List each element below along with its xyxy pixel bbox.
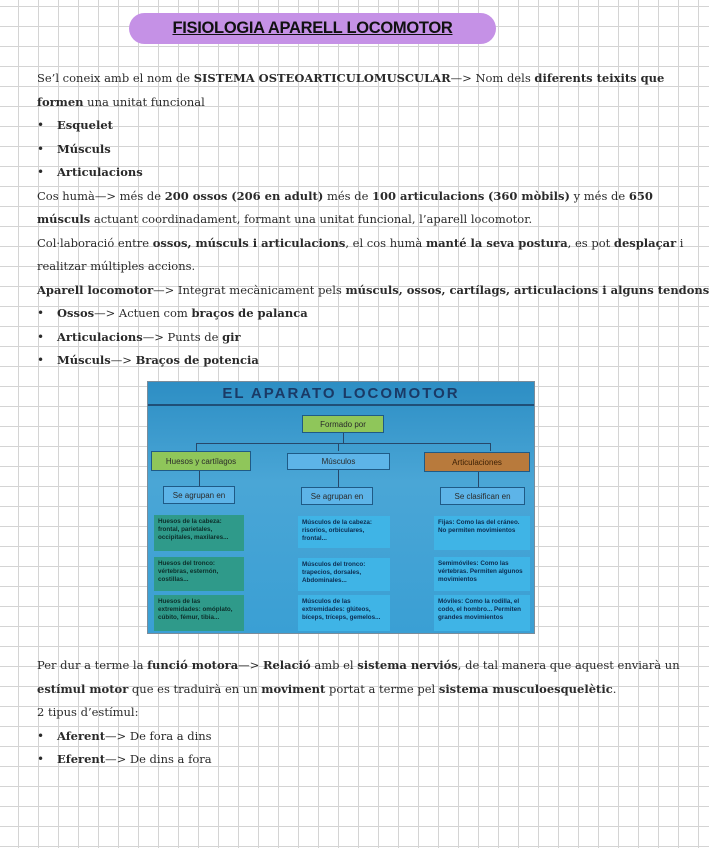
text: Esquelet — [57, 118, 113, 132]
text: Eferent — [57, 752, 106, 766]
text: Aparell locomotor — [37, 282, 154, 297]
list-item — [37, 725, 637, 749]
motor-line-1 — [37, 654, 680, 678]
text: —> — [105, 752, 130, 766]
col3-sub: Se clasifican en — [440, 487, 525, 505]
col3-leaf: Semimóviles: Como las vértebras. Permiten algunos movimientos — [434, 557, 530, 591]
locomotor-diagram-image — [147, 381, 535, 634]
text: De fora a dins — [129, 728, 212, 743]
col1-leaf: Huesos de la cabeza: frontal, parietales, occipitales, maxilares... — [154, 515, 244, 551]
divider — [148, 404, 534, 406]
connector — [199, 471, 200, 486]
col2-leaf: Músculos de la cabeza: risorios, orbiculares, frontal... — [298, 516, 390, 548]
text: formen — [37, 94, 84, 109]
text: braços de palanca — [191, 306, 308, 320]
text: —> — [110, 353, 136, 367]
list-item — [37, 161, 637, 185]
text: —> Nom dels — [450, 71, 535, 85]
text: funció motora — [147, 658, 239, 672]
intro-line-2 — [37, 91, 637, 115]
text: Se’l coneix amb el nom de — [37, 71, 194, 85]
text: músculs — [37, 212, 91, 226]
text: ossos, músculs i articulacions — [152, 235, 346, 250]
notes-body-lower — [37, 654, 680, 772]
aparell-line — [37, 279, 709, 303]
connector — [478, 472, 479, 487]
list-item — [37, 326, 637, 350]
text: 2 tipus d’estímul: — [37, 705, 139, 719]
intro-line-1 — [37, 67, 665, 91]
text: —> Integrat mecànicament pels — [153, 282, 346, 297]
col1-head: Huesos y cartílagos — [151, 451, 251, 471]
text: realitzar múltiples accions. — [37, 259, 196, 273]
text: moviment — [261, 681, 326, 696]
text: , es pot — [567, 235, 614, 250]
text: (206 en adult) — [231, 188, 324, 203]
bullet-icon: • — [37, 728, 45, 743]
notes-body — [37, 67, 709, 373]
bullet-icon: • — [37, 118, 45, 132]
col2-sub: Se agrupan en — [301, 487, 373, 505]
col2-leaf: Músculos de las extremidades: glúteos, bíceps, tríceps, gemelos... — [298, 595, 390, 631]
text: estímul motor — [37, 681, 129, 696]
text: SISTEMA OSTEOARTICULOMUSCULAR — [193, 71, 451, 85]
col2-head: Músculos — [287, 453, 390, 470]
text: desplaçar — [613, 235, 677, 250]
col3-leaf: Móviles: Como la rodilla, el codo, el hombro... Permiten grandes movimientos — [434, 595, 530, 631]
text: Col·laboració entre — [37, 235, 153, 250]
text: diferents teixits que — [534, 71, 665, 85]
text: 650 — [628, 188, 653, 203]
connector — [490, 443, 491, 451]
text: més de — [323, 188, 373, 203]
list-item — [37, 349, 637, 373]
col3-head: Articulaciones — [424, 452, 530, 472]
connector — [196, 443, 197, 451]
text: amb el — [310, 658, 358, 672]
text: , el cos humà — [345, 235, 426, 250]
collab-line-1 — [37, 232, 684, 256]
text: . — [612, 681, 617, 696]
text: manté la seva postura — [425, 235, 568, 250]
text: Ossos — [57, 306, 95, 320]
col1-leaf: Huesos del tronco: vértebras, esternón, costillas... — [154, 557, 244, 591]
bullet-icon: • — [37, 306, 45, 320]
text: portat a terme pel — [325, 681, 439, 696]
stats-line-2 — [37, 208, 637, 232]
stimulus-intro — [37, 701, 637, 725]
connector — [343, 433, 344, 443]
text: Músculs — [57, 353, 111, 367]
collab-line-2 — [37, 255, 637, 279]
text: —> Actuen com — [94, 306, 192, 320]
list-item — [37, 114, 637, 138]
bullet-icon: • — [37, 752, 45, 766]
root-box: Formado por — [302, 415, 384, 433]
text: , de tal manera que aquest enviarà un — [457, 658, 680, 672]
text: Cos humà—> més de — [37, 188, 165, 203]
text: —> — [238, 658, 263, 672]
text: y més de — [569, 188, 629, 203]
text: actuant coordinadament, formant una unitat funcional, l’aparell locomotor. — [90, 212, 533, 226]
connector — [338, 443, 339, 451]
text: Braços de potencia — [135, 353, 259, 367]
text: 100 articulacions — [372, 188, 485, 203]
text: Articulacions — [57, 329, 143, 344]
connector — [196, 443, 490, 444]
bullet-icon: • — [37, 165, 45, 179]
list-item — [37, 748, 637, 772]
text: Per dur a terme la — [37, 658, 148, 672]
col3-leaf: Fijas: Como las del cráneo. No permiten movimientos — [434, 516, 530, 550]
col2-leaf: Músculos del tronco: trapecios, dorsales, Abdominales... — [298, 558, 390, 591]
stats-line-1 — [37, 185, 653, 209]
bullet-icon: • — [37, 353, 45, 367]
page-title: FISIOLOGIA APARELL LOCOMOTOR — [129, 13, 496, 44]
text: Relació — [262, 658, 311, 672]
connector — [338, 470, 339, 487]
text: De dins a fora — [129, 752, 212, 766]
col1-sub: Se agrupan en — [163, 486, 235, 504]
text: gir — [222, 329, 241, 344]
text: (360 mòbils) — [487, 188, 570, 203]
text: i — [676, 235, 684, 250]
text: que es traduirà en un — [128, 681, 262, 696]
text: —> — [105, 728, 130, 743]
text: Articulacions — [57, 165, 143, 179]
text: sistema nerviós — [357, 658, 458, 672]
motor-line-2 — [37, 678, 637, 702]
list-item — [37, 138, 637, 162]
diagram-title: EL APARATO LOCOMOTOR — [222, 385, 460, 402]
text: —> Punts de — [142, 329, 223, 344]
text: Músculs — [57, 141, 111, 156]
text: Aferent — [57, 728, 106, 743]
text: una unitat funcional — [83, 94, 205, 109]
bullet-icon: • — [37, 329, 45, 344]
text: sistema musculoesquelètic — [438, 681, 613, 696]
col1-leaf: Huesos de las extremidades: omóplato, cúbito, fémur, tibia... — [154, 595, 244, 631]
text: 200 ossos — [164, 188, 228, 203]
text: músculs, ossos, cartílags, articulacions i alguns tendons — [345, 282, 709, 297]
bullet-icon: • — [37, 141, 45, 156]
list-item — [37, 302, 637, 326]
